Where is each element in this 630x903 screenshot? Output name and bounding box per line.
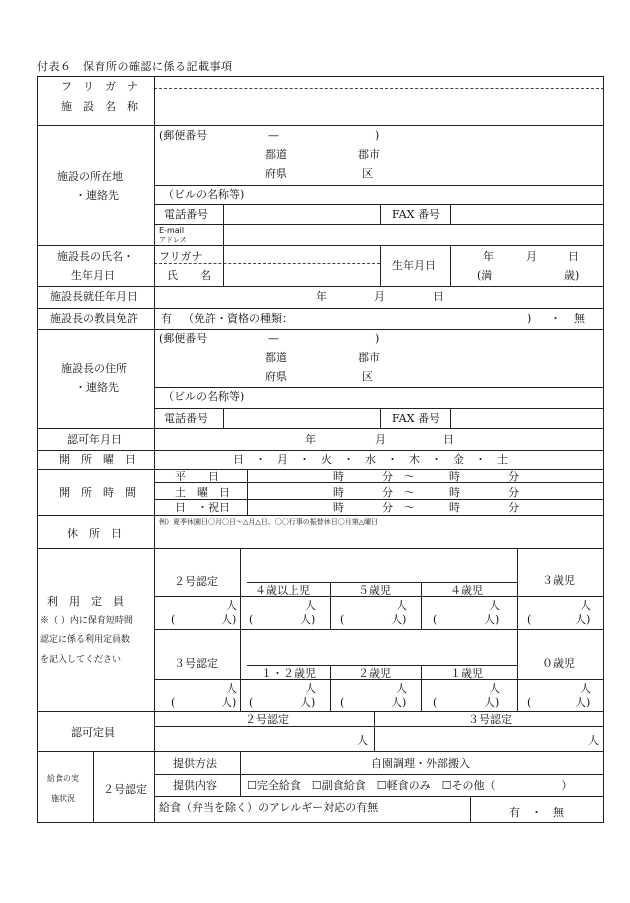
rule xyxy=(240,751,241,796)
rule xyxy=(247,469,248,515)
postal-close: ) xyxy=(375,129,380,142)
minute-unit: 分 xyxy=(382,470,393,483)
tenure-month: 月 xyxy=(374,290,385,303)
birth-year: 年 xyxy=(483,250,494,263)
paren-open: ( xyxy=(171,613,176,626)
tilde: 〜 xyxy=(404,470,415,483)
email-kana: アドレス xyxy=(159,236,187,244)
border-right xyxy=(603,76,604,823)
meal-label-sub: 施状況 xyxy=(51,794,75,803)
director-city-top: 郡市 xyxy=(358,351,380,364)
unit-close: 人) xyxy=(484,613,500,626)
cert2-col-3: ３歳児 xyxy=(542,574,575,587)
rule xyxy=(154,774,604,775)
rule xyxy=(37,515,604,516)
rule xyxy=(154,726,604,727)
minute-unit: 分 xyxy=(508,486,519,499)
rule xyxy=(421,582,422,629)
rule xyxy=(247,665,517,666)
rule xyxy=(37,125,604,126)
rule xyxy=(330,665,331,711)
birth-month: 月 xyxy=(526,250,537,263)
unit: 人 xyxy=(489,599,500,612)
rule xyxy=(154,224,604,225)
tilde: 〜 xyxy=(404,486,415,499)
city-top: 郡市 xyxy=(358,148,380,161)
rule xyxy=(154,185,604,186)
hours-label: 開 所 時 間 xyxy=(59,486,136,499)
director-name-label: 施設長の氏名・ xyxy=(57,250,134,263)
director-postal-dash: — xyxy=(268,332,279,345)
license-close: ) xyxy=(527,312,532,325)
rule xyxy=(154,408,604,409)
email-input[interactable] xyxy=(227,227,599,243)
closed-days-example: 例）夏季休園日〇月〇日〜△月△日、〇〇行事の振替休日〇月第△曜日 xyxy=(159,518,379,526)
director-address-label-sub: ・連絡先 xyxy=(75,381,119,394)
paren-open: ( xyxy=(433,613,438,626)
rule xyxy=(380,245,381,286)
paren-open: ( xyxy=(171,696,176,709)
approval-year: 年 xyxy=(305,433,316,446)
license-yes[interactable]: 有 xyxy=(161,312,172,325)
director-address-label: 施設長の住所 xyxy=(61,362,127,375)
phone-label: 電話番号 xyxy=(164,208,208,221)
facility-name-label: 施 設 名 称 xyxy=(61,100,138,113)
birth-day: 日 xyxy=(568,250,579,263)
rule xyxy=(223,204,224,245)
rule xyxy=(154,482,604,483)
rule xyxy=(37,329,604,330)
director-name-field-label: 氏 名 xyxy=(167,269,211,282)
furigana-label: フ リ ガ ナ xyxy=(61,80,138,93)
meal-label: 給食の実 xyxy=(47,774,79,783)
paren-open: ( xyxy=(527,696,532,709)
unit: 人 xyxy=(580,599,591,612)
rule xyxy=(154,204,604,205)
rule xyxy=(330,582,331,629)
paren-open: ( xyxy=(340,696,345,709)
paren-open: ( xyxy=(340,613,345,626)
unit-close: 人) xyxy=(221,696,237,709)
email-label: E-mail xyxy=(159,226,185,235)
unit: 人 xyxy=(396,599,407,612)
rule xyxy=(380,408,381,428)
rule xyxy=(37,450,604,451)
director-furigana-input[interactable] xyxy=(227,247,377,262)
rule xyxy=(240,629,241,711)
rule xyxy=(450,408,451,428)
postal-dash: — xyxy=(268,129,279,142)
unit-close: 人) xyxy=(484,696,500,709)
unit: 人 xyxy=(226,682,237,695)
unit-close: 人) xyxy=(391,696,407,709)
authorized-unit-2: 人 xyxy=(357,734,368,747)
tenure-day: 日 xyxy=(433,290,444,303)
rule xyxy=(154,387,604,388)
hours-sunday: 日 ・祝日 xyxy=(175,501,230,514)
hour-unit: 時 xyxy=(333,470,344,483)
unit-close: 人) xyxy=(300,613,316,626)
allergy-label: 給食（弁当を除く）のアレルギー対応の有無 xyxy=(159,801,379,814)
director-fax-input[interactable] xyxy=(454,411,600,426)
director-building-label: （ビルの名称等) xyxy=(163,390,245,403)
minute-unit: 分 xyxy=(508,501,519,514)
authorized-label: 認可定員 xyxy=(71,726,115,739)
rule xyxy=(154,76,155,822)
form-frame xyxy=(37,76,604,823)
hour-unit: 時 xyxy=(333,501,344,514)
pref-top: 都道 xyxy=(265,148,287,161)
authorized-cert3: ３号認定 xyxy=(468,713,512,726)
rule xyxy=(247,582,517,583)
paren-open: ( xyxy=(249,696,254,709)
fax-input[interactable] xyxy=(454,207,600,222)
rule xyxy=(37,548,604,549)
rule xyxy=(37,711,604,712)
hour-unit: 時 xyxy=(449,486,460,499)
hour-unit: 時 xyxy=(333,486,344,499)
border-bottom xyxy=(37,822,604,823)
hour-unit: 時 xyxy=(449,470,460,483)
approval-day: 日 xyxy=(443,433,454,446)
city-bottom: 区 xyxy=(362,167,373,180)
director-name-label-sub: 生年月日 xyxy=(71,269,115,282)
meal-content-value: ☐完全給食 ☐副食給食 ☐軽食のみ ☐その他（ ） xyxy=(247,779,573,792)
rule xyxy=(223,245,224,286)
unit-close: 人) xyxy=(575,613,591,626)
rule xyxy=(450,204,451,224)
hours-saturday: 土 曜 日 xyxy=(175,486,230,499)
minute-unit: 分 xyxy=(382,486,393,499)
meal-cert-label: ２号認定 xyxy=(103,783,147,796)
tilde: 〜 xyxy=(404,501,415,514)
unit: 人 xyxy=(580,682,591,695)
director-city-bottom: 区 xyxy=(362,370,373,383)
rule xyxy=(517,629,518,711)
cert2-col-0: ４歳以上児 xyxy=(255,584,310,597)
license-no[interactable]: 無 xyxy=(574,312,585,325)
closed-days-label: 休 所 日 xyxy=(67,527,122,540)
director-name-input[interactable] xyxy=(227,266,377,283)
tenure-year: 年 xyxy=(316,290,327,303)
location-label: 施設の所在地 xyxy=(57,170,123,183)
rule xyxy=(37,428,604,429)
cert3-col-0: １・２歳児 xyxy=(261,667,316,680)
director-furigana-label: フリガナ xyxy=(159,250,203,263)
minute-unit: 分 xyxy=(508,470,519,483)
paren-open: ( xyxy=(249,613,254,626)
paren-open: ( xyxy=(527,613,532,626)
unit: 人 xyxy=(489,682,500,695)
birth-label: 生年月日 xyxy=(392,259,436,272)
facility-name-input[interactable] xyxy=(159,92,599,122)
paren-open: ( xyxy=(433,696,438,709)
director-pref-bottom: 府県 xyxy=(265,370,287,383)
rule xyxy=(517,548,518,629)
director-kana-dash xyxy=(154,263,380,264)
cert3-col-1: ２歳児 xyxy=(358,667,391,680)
meal-content-label: 提供内容 xyxy=(173,779,217,792)
location-label-sub: ・連絡先 xyxy=(75,189,119,202)
tenure-label: 施設長就任年月日 xyxy=(50,290,138,303)
authorized-unit-3: 人 xyxy=(588,734,599,747)
meal-method-label: 提供方法 xyxy=(173,757,217,770)
unit: 人 xyxy=(226,599,237,612)
rule xyxy=(421,665,422,711)
capacity-note-1: ※（ ）内に保育短時間 xyxy=(40,616,133,626)
phone-input[interactable] xyxy=(227,207,377,222)
unit-close: 人) xyxy=(221,613,237,626)
director-pref-top: 都道 xyxy=(265,351,287,364)
hours-weekday: 平 日 xyxy=(175,470,219,483)
border-left xyxy=(37,76,38,823)
age-close: 歳) xyxy=(564,269,580,282)
building-label: （ビルの名称等) xyxy=(163,188,245,201)
rule xyxy=(37,245,604,246)
rule xyxy=(374,711,375,751)
postal-label: (郵便番号 xyxy=(159,129,208,142)
facility-furigana-input[interactable] xyxy=(159,77,599,87)
rule xyxy=(154,499,604,500)
rule xyxy=(93,751,94,822)
rule xyxy=(450,245,451,286)
director-postal-label: (郵便番号 xyxy=(159,332,208,345)
hour-unit: 時 xyxy=(449,501,460,514)
furigana-dash-line xyxy=(154,88,604,89)
cert2-col-2: ４歳児 xyxy=(450,584,483,597)
cert3-label: ３号認定 xyxy=(174,657,218,670)
director-phone-input[interactable] xyxy=(227,411,377,426)
minute-unit: 分 xyxy=(382,501,393,514)
age-open: (満 xyxy=(477,269,493,282)
allergy-choice[interactable]: 有 ・ 無 xyxy=(509,806,564,819)
cert3-col-3: ０歳児 xyxy=(542,657,575,670)
director-phone-label: 電話番号 xyxy=(164,412,208,425)
unit-close: 人) xyxy=(391,613,407,626)
unit: 人 xyxy=(305,599,316,612)
rule xyxy=(380,204,381,224)
unit: 人 xyxy=(396,682,407,695)
open-days-label: 開 所 曜 日 xyxy=(59,453,136,466)
meal-method-value: 自園調理・外部搬入 xyxy=(371,757,470,770)
approval-date-label: 認可年月日 xyxy=(67,433,122,446)
approval-month: 月 xyxy=(375,433,386,446)
capacity-note-2: 認定に係る利用定員数 xyxy=(40,635,131,645)
director-postal-close: ) xyxy=(375,332,380,345)
cert2-label: ２号認定 xyxy=(174,575,218,588)
rule xyxy=(37,308,604,309)
rule xyxy=(37,751,604,752)
capacity-label: 利 用 定 員 xyxy=(47,595,124,608)
cert2-col-1: ５歳児 xyxy=(358,584,391,597)
open-days-values: 日 ・ 月 ・ 火 ・ 水 ・ 木 ・ 金 ・ 土 xyxy=(233,453,508,466)
license-label: 施設長の教員免許 xyxy=(50,312,138,325)
license-detail: （免許・資格の種類： xyxy=(183,312,293,325)
license-dot: ・ xyxy=(550,312,561,325)
unit: 人 xyxy=(305,682,316,695)
cert3-col-2: １歳児 xyxy=(450,667,483,680)
capacity-note-3: を記入してください xyxy=(40,655,122,665)
rule xyxy=(154,629,604,630)
rule xyxy=(240,548,241,629)
rule xyxy=(470,796,471,822)
authorized-cert2: ２号認定 xyxy=(245,713,289,726)
rule xyxy=(37,286,604,287)
director-fax-label: FAX 番号 xyxy=(392,412,440,425)
unit-close: 人) xyxy=(575,696,591,709)
rule xyxy=(154,796,604,797)
pref-bottom: 府県 xyxy=(265,167,287,180)
unit-close: 人) xyxy=(300,696,316,709)
rule xyxy=(223,408,224,428)
fax-label: FAX 番号 xyxy=(392,208,440,221)
document-title: 付表６ 保育所の確認に係る記載事項 xyxy=(37,60,233,73)
